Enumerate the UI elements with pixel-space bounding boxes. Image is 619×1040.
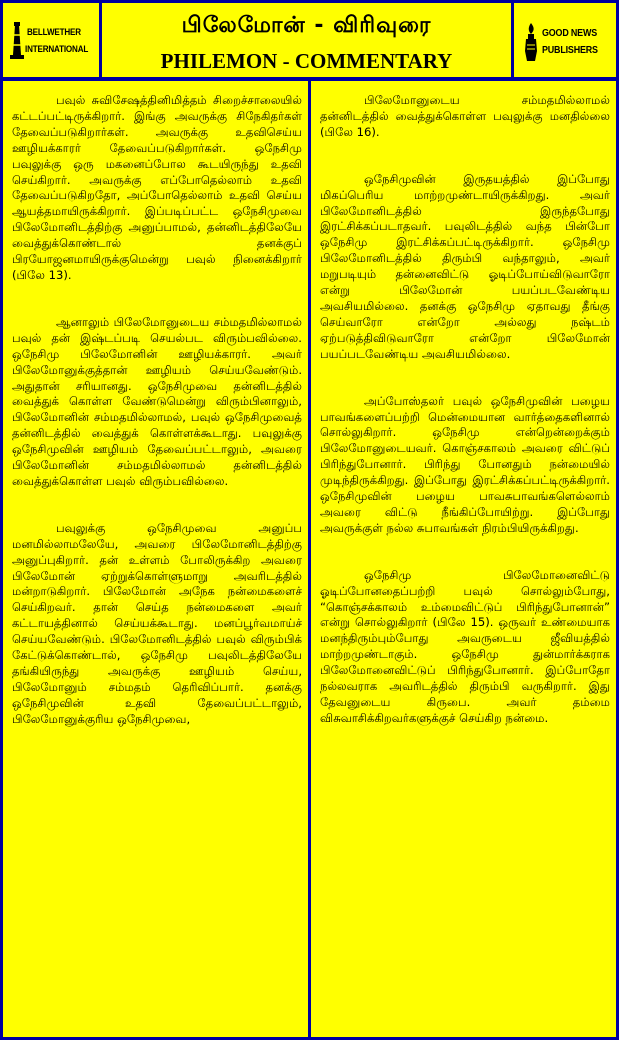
right-logo-line2: PUBLISHERS xyxy=(542,44,598,56)
left-logo-line1: BELLWETHER xyxy=(27,27,81,38)
paragraph: ஆனாலும் பிலேமோனுடைய சம்மதமில்லாமல் பவுல் தன் இஷ்டப்படி செயல்பட விரும்பவில்லை. ஒநேசிமு பிலேமோனின் ஊழியக்காரர். அவர் பிலேமோனுக்குத்தான் ஊழியம் செய்யவேண்டும். அதுதான் சரியானது. ஒநேசிமுவை தன்னிடத்தில் வைத்துக் கொள்ள வேண்டுமென்று விரும்பினாலும், பிலேமோனின் சம்மதமில்லாமல், பவுல் ஒநேசிமுவைத் தன்னிடத்தில் வைத்துக் கொள்ளக்கூடாது. பவுலுக்கு ஒநேசிமுவின் ஊழியம் தேவைப்பட்டாலும், அவரை பிலேமோனின் சம்மதமில்லாமல் தன்னிடத்தில் வைத்துக்கொள்ள பவுல் விரும்பவில்லை. xyxy=(12,314,302,488)
paragraph: பவுல் சுவிசேஷத்தினிமித்தம் சிறைச்சாலையில் கட்டப்பட்டிருக்கிறார். இங்கு அவருக்கு சிநேகிதர்கள் தேவைப்படுகிறார்கள். அவருக்கு உதவிசெய்ய ஊழியக்காரர் தேவைப்படுகிறார்கள். ஒநேசிமு பவுலுக்கு ஒரு மகனைப்போல கூடயிருந்து உதவி செய்கிறார். அவருக்கு எப்போதெல்லாம் உதவி தேவைப்படுகிறதோ, அப்போதெல்லாம் உதவி செய்ய ஆயத்தமாயிருக்கிறார். இப்படிப்பட்ட ஒநேசிமுவை பிலேமோனிடத்திற்கு அனுப்பாமல், தன்னிடத்திலேயே வைத்துக்கொண்டால் தனக்குப் பிரயோஜனமாயிருக்குமென்று பவுல் நினைக்கிறார் (பிலே 13). xyxy=(12,93,302,282)
paragraph: ஒநேசிமுவின் இருதயத்தில் இப்போது மிகப்பெரிய மாற்றமுண்டாயிருக்கிறது. அவர் பிலேமோனிடத்தில் இருந்தபோது இரட்சிக்கப்படாதவர். பவுலிடத்தில் வந்த பின்போ ஒநேசிமு இரட்சிக்கப்பட்டிருக்கிறார். ஒநேசிமு பிலேமோனிடத்தில் திரும்பி வந்தாலும், அவர் மறுபடியும் தன்னைவிட்டு ஓடிப்போய்விடுவாரோ என்று பிலேமோன் பயப்படவேண்டிய அவசியமில்லை. தனக்கு ஒநேசிமு ஏதாவது தீங்கு செய்வாரோ என்றோ அல்லது நஷ்டம் ஏற்படுத்திவிடுவாரோ என்றோ பிலேமோன் பயப்படவேண்டிய அவசியமில்லை. xyxy=(320,171,610,361)
bellwether-logo xyxy=(7,17,99,67)
lighthouse-icon xyxy=(9,21,25,61)
right-column xyxy=(308,78,619,1040)
page-title-english: PHILEMON - COMMENTARY xyxy=(160,49,453,73)
left-logo-line2: INTERNATIONAL xyxy=(25,44,89,55)
left-column xyxy=(0,78,311,1040)
paragraph: பிலேமோனுடைய சம்மதமில்லாமல் தன்னிடத்தில் வைத்துக்கொள்ள பவுலுக்கு மனதில்லை (பிலே 16). xyxy=(320,93,610,139)
paragraph: அப்போஸ்தலர் பவுல் ஒநேசிமுவின் பழைய பாவங்களைப்பற்றி மென்மையான வார்த்தைகளினால் சொல்லுகிறார். ஒநேசிமு என்றென்றைக்கும் பிலேமோனுடையவர். கொஞ்சகாலம் அவரை விட்டுப் பிரிந்துபோனார். பிரிந்து போனதும் நன்மையில் முடிந்திருக்கிறது. இப்போது இரட்சிக்கப்பட்டிருக்கிறார். ஒநேசிமுவின் பழைய பாவசுபாவங்களெல்லாம் அவரை விட்டு நீங்கிப்போயிற்று. இப்போது அவருக்குள் நல்ல சுபாவங்கள் நிரம்பியிருக்கிறது. xyxy=(320,393,610,535)
page-title-tamil: பிலேமோன் - விரிவுரை xyxy=(181,13,432,38)
title-cell xyxy=(99,0,514,80)
right-logo-cell xyxy=(511,0,619,80)
paragraph: ஒநேசிமு பிலேமோனைவிட்டு ஓடிப்போனதைப்பற்றி பவுல் சொல்லும்போது, “கொஞ்சக்காலம் உம்மைவிட்டுப் பிரிந்துபோனான்” என்று சொல்லுகிறார் (பிலே 15). ஒருவர் உண்மையாக மனந்திரும்பும்போது அவருடைய ஜீவியத்தில் மாற்றமுண்டாகும். ஒநேசிமு துன்மார்க்கராக பிலேமோனைவிட்டுப் பிரிந்துபோனார். இப்போதோ நல்லவராக அவரிடத்தில் திரும்பி வருகிறார். இது தேவனுடைய கிருபை. அவர் தம்மை விசுவாசிக்கிறவர்களுக்குச் செய்கிற நன்மை. xyxy=(320,567,610,725)
hand-torch-icon xyxy=(522,21,540,63)
paragraph: பவுலுக்கு ஒநேசிமுவை அனுப்ப மனமில்லாமலேயே, அவரை பிலேமோனிடத்திற்கு அனுப்புகிறார். தன் உள்ளம் போலிருக்கிற அவரை பிலேமோன் ஏற்றுக்கொள்ளுமாறு அவரிடத்தில் மன்றாடுகிறார். பிலேமோன் அநேக நன்மைகளைச் செய்கிறவர். தான் செய்த நன்மைகளை அவர் கட்டாயத்தினால் செய்யக்கூடாது. மனப்பூர்வமாய்ச் செய்யவேண்டும். பிலேமோனிடத்தில் பவுல் விரும்பிக் கேட்டுக்கொண்டால், ஒநேசிமு பவுலிடத்திலேயே தங்கியிருந்து அவருக்கு ஊழியம் செய்ய, பிலேமோனும் சம்மதம் தெரிவிப்பார். தனக்கு ஒநேசிமுவின் உதவி தேவைப்பட்டாலும், பிலேமோனுக்குரிய ஒநேசிமுவை, xyxy=(12,520,302,726)
left-logo-cell xyxy=(0,0,102,80)
right-logo-line1: GOOD NEWS xyxy=(542,27,597,39)
good-news-logo xyxy=(520,17,612,67)
header xyxy=(0,0,619,80)
